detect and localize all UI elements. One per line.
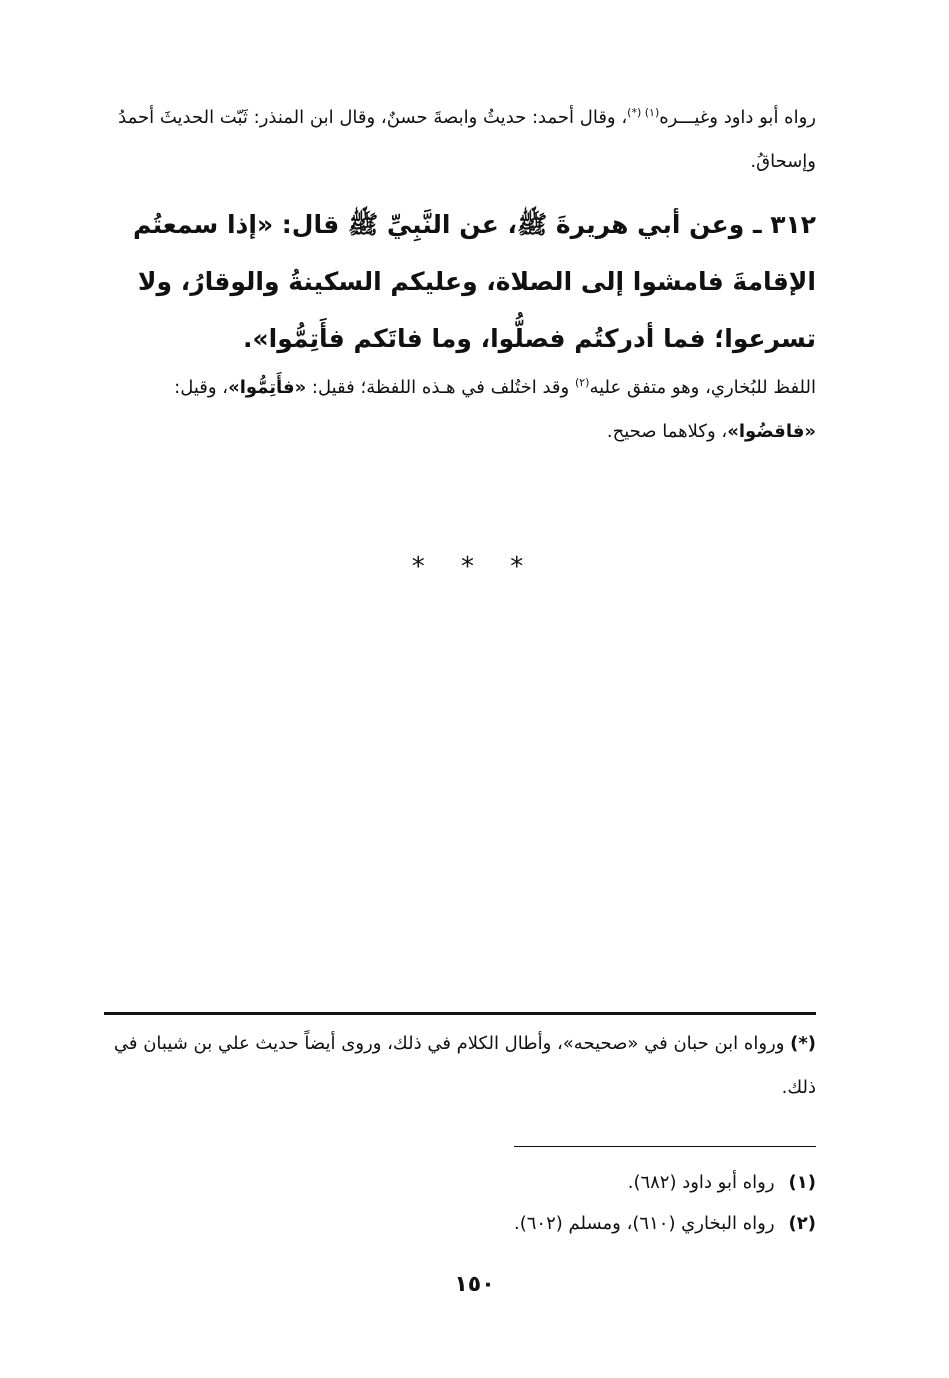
footnote-item — [104, 1203, 816, 1244]
section-separator: * * * — [411, 552, 538, 582]
paragraph-2-text-d: ، وكلاهما صحيح. — [606, 421, 728, 442]
footnotes-list — [104, 1162, 816, 1244]
footnote-divider-long — [104, 1012, 816, 1015]
paragraph-1-text-b: ، وقال أحمد: حديثُ وابصةَ حسنٌ، وقال ابن المنذر: ثَبّت الحديثَ أحمدُ وإسحاقُ. — [118, 107, 816, 172]
footnote-reference-2[interactable]: (٢) — [574, 376, 590, 389]
footnote-text: رواه أبو داود (٦٨٢). — [627, 1172, 775, 1193]
footnote-item — [104, 1162, 816, 1203]
paragraph-2-text-b: وقد اختُلف في هـذه اللفظة؛ فقيل: — [306, 377, 575, 398]
footnote-text: رواه البخاري (٦١٠)، ومسلم (٦٠٢). — [514, 1213, 775, 1234]
hadith-312 — [104, 196, 816, 367]
footnote-reference-1[interactable]: (١) (*) — [627, 106, 660, 119]
hadith-number: ٣١٢ ـ — [752, 210, 816, 239]
footnote-divider-short — [514, 1146, 816, 1147]
quote-fa-qdu: «فاقضُوا» — [727, 421, 816, 442]
paragraph-2-text-c: ، وقيل: — [174, 377, 229, 398]
commentary-paragraph-2 — [104, 366, 816, 454]
editor-note-text: ورواه ابن حبان في «صحيحه»، وأطال الكلام في ذلك، وروى أيضاً حديث علي بن شيبان في ذلك. — [113, 1033, 816, 1098]
editor-note-marker: (*) — [790, 1033, 816, 1054]
paragraph-2-text-a: اللفظ للبُخاري، وهو متفق عليه — [589, 377, 816, 398]
paragraph-1-text-a: رواه أبو داود وغيـــره — [659, 107, 816, 128]
page-number: ١٥٠ — [454, 1272, 495, 1297]
footnote-number: (٢) — [788, 1213, 816, 1234]
hadith-text: وعن أبي هريرةَ ﷺ، عن النَّبِيِّ ﷺ قال: «إذا سمعتُم الإقامةَ فامشوا إلى الصلاة، وعليكم السكينةُ والوقارُ، ولا تسرعوا؛ فما أدركتُم فصلُّوا، وما فاتَكم فأَتِمُّوا». — [133, 210, 816, 353]
footnote-number: (١) — [788, 1172, 816, 1193]
commentary-paragraph-1 — [104, 96, 816, 184]
editor-note — [104, 1022, 816, 1110]
quote-fa-atimmu: «فأَتِمُّوا» — [228, 377, 307, 398]
